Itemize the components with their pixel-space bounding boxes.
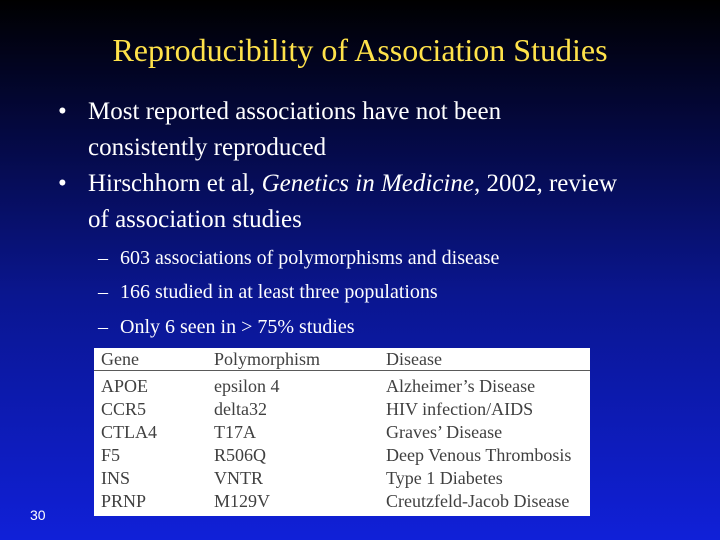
table-cell-polymorphism: M129V xyxy=(214,491,271,511)
table-row xyxy=(94,490,590,513)
table-cell-polymorphism: epsilon 4 xyxy=(214,376,280,396)
table-cell-gene: INS xyxy=(101,468,131,488)
sub-bullet-text: 166 studied in at least three populations xyxy=(120,281,438,303)
table-cell-gene: PRNP xyxy=(101,491,147,511)
sub-bullet-marker: – xyxy=(98,281,108,303)
bullet-item xyxy=(58,166,618,238)
table-cell-disease: Graves’ Disease xyxy=(386,422,503,442)
table-row xyxy=(94,444,590,467)
sub-bullet-marker: – xyxy=(98,247,108,269)
bullet-text-part: , 2002, review of association studies xyxy=(88,170,618,233)
journal-name: Genetics in Medicine xyxy=(261,170,474,197)
association-table xyxy=(94,348,590,516)
bullet-text-part: Hirschhorn et al, xyxy=(88,170,262,197)
bullet-text xyxy=(88,166,618,238)
page-number: 30 xyxy=(30,507,46,523)
table-cell-disease: Creutzfeld-Jacob Disease xyxy=(386,491,570,511)
sub-bullet-item xyxy=(98,314,355,340)
table-cell-disease: HIV infection/AIDS xyxy=(386,399,534,419)
table-cell-polymorphism: delta32 xyxy=(214,399,267,419)
table-cell-gene: APOE xyxy=(101,376,149,396)
slide-title: Reproducibility of Association Studies xyxy=(112,32,608,68)
sub-bullet-marker: – xyxy=(98,316,108,338)
table-cell-gene: F5 xyxy=(101,445,121,465)
bullet-item xyxy=(58,94,578,166)
table-cell-disease: Type 1 Diabetes xyxy=(386,468,503,488)
sub-bullet-item xyxy=(98,245,499,271)
table-cell-disease: Alzheimer’s Disease xyxy=(386,376,536,396)
table-cell-polymorphism: T17A xyxy=(214,422,256,442)
table-header-gene: Gene xyxy=(101,349,139,369)
table-header-polymorphism: Polymorphism xyxy=(214,349,321,369)
table-cell-gene: CTLA4 xyxy=(101,422,157,442)
table-cell-gene: CCR5 xyxy=(101,399,147,419)
table-row xyxy=(94,375,590,398)
table-header-disease: Disease xyxy=(386,349,442,369)
table-cell-polymorphism: VNTR xyxy=(214,468,263,488)
bullet-marker: • xyxy=(58,98,67,125)
table-row xyxy=(94,421,590,444)
sub-bullet-text: 603 associations of polymorphisms and disease xyxy=(120,247,500,269)
sub-bullet-text: Only 6 seen in > 75% studies xyxy=(120,316,355,338)
sub-bullet-item xyxy=(98,279,438,305)
table-header-row xyxy=(94,348,590,371)
bullet-text: Most reported associations have not been consistently reproduced xyxy=(88,98,502,161)
table-row xyxy=(94,467,590,490)
table-cell-polymorphism: R506Q xyxy=(214,445,267,465)
table-cell-disease: Deep Venous Thrombosis xyxy=(386,445,572,465)
bullet-marker: • xyxy=(58,170,67,197)
table-row xyxy=(94,398,590,421)
